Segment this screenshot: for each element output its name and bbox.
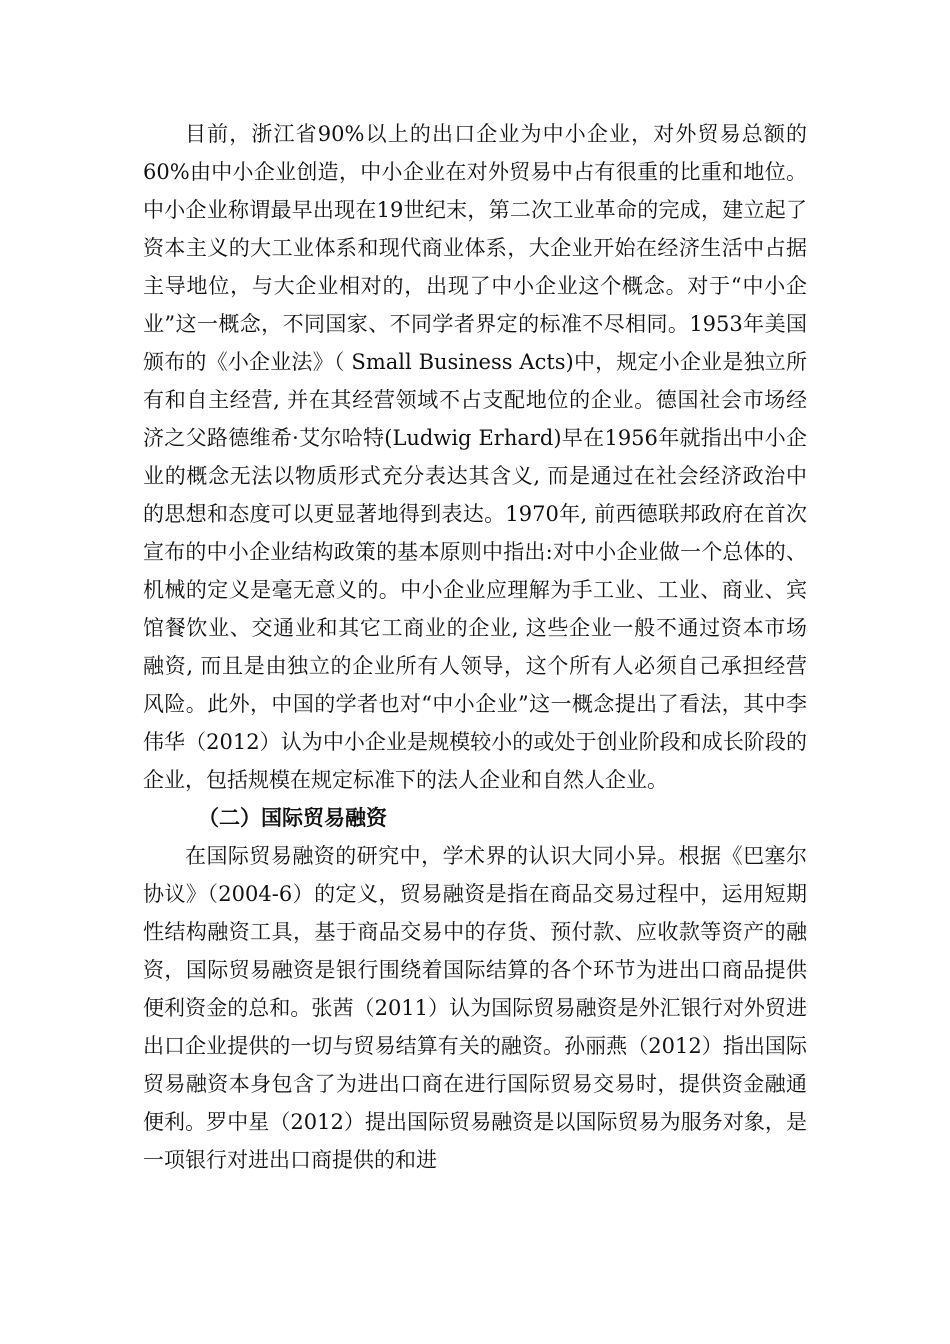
document-body bbox=[143, 115, 807, 1179]
section-heading: （二）国际贸易融资 bbox=[198, 806, 387, 830]
body-paragraph: 在国际贸易融资的研究中，学术界的认识大同小异。根据《巴塞尔协议》（2004-6）的定义，贸易融资是指在商品交易过程中，运用短期性结构融资工具，基于商品交易中的存货、预付款、应收款等资产的融资，国际贸易融资是银行围绕着国际结算的各个环节为进出口商品提供便利资金的总和。张茜（2011）认为国际贸易融资是外汇银行对外贸进出口企业提供的一切与贸易结算有关的融资。孙丽燕（2012）指出国际贸易融资本身包含了为进出口商在进行国际贸易交易时，提供资金融通便利。罗中星（2012）提出国际贸易融资是以国际贸易为服务对象，是一项银行对进出口商提供的和进 bbox=[143, 844, 807, 1172]
body-paragraph: 目前，浙江省90%以上的出口企业为中小企业，对外贸易总额的60%由中小企业创造，中小企业在对外贸易中占有很重的比重和地位。中小企业称谓最早出现在19世纪末，第二次工业革命的完成，建立起了资本主义的大工业体系和现代商业体系，大企业开始在经济生活中占据主导地位，与大企业相对的，出现了中小企业这个概念。对于“中小企业”这一概念，不同国家、不同学者界定的标准不尽相同。1953年美国颁布的《小企业法》（ Small Business Acts)中，规定小企业是独立所有和自主经营, 并在其经营领域不占支配地位的企业。德国社会市场经济之父路德维希·艾尔哈特(Ludwig Erhard)早在1956年就指出中小企业的概念无法以物质形式充分表达其含义, 而是通过在社会经济政治中的思想和态度可以更显著地得到表达。1970年, 前西德联邦政府在首次宣布的中小企业结构政策的基本原则中指出:对中小企业做一个总体的、机械的定义是毫无意义的。中小企业应理解为手工业、工业、商业、宾馆餐饮业、交通业和其它工商业的企业, 这些企业一般不通过资本市场融资, 而且是由独立的企业所有人领导，这个所有人必须自己承担经营风险。此外，中国的学者也对“中小企业”这一概念提出了看法，其中李伟华（2012）认为中小企业是规模较小的或处于创业阶段和成长阶段的企业，包括规模在规定标准下的法人企业和自然人企业。 bbox=[143, 122, 807, 792]
